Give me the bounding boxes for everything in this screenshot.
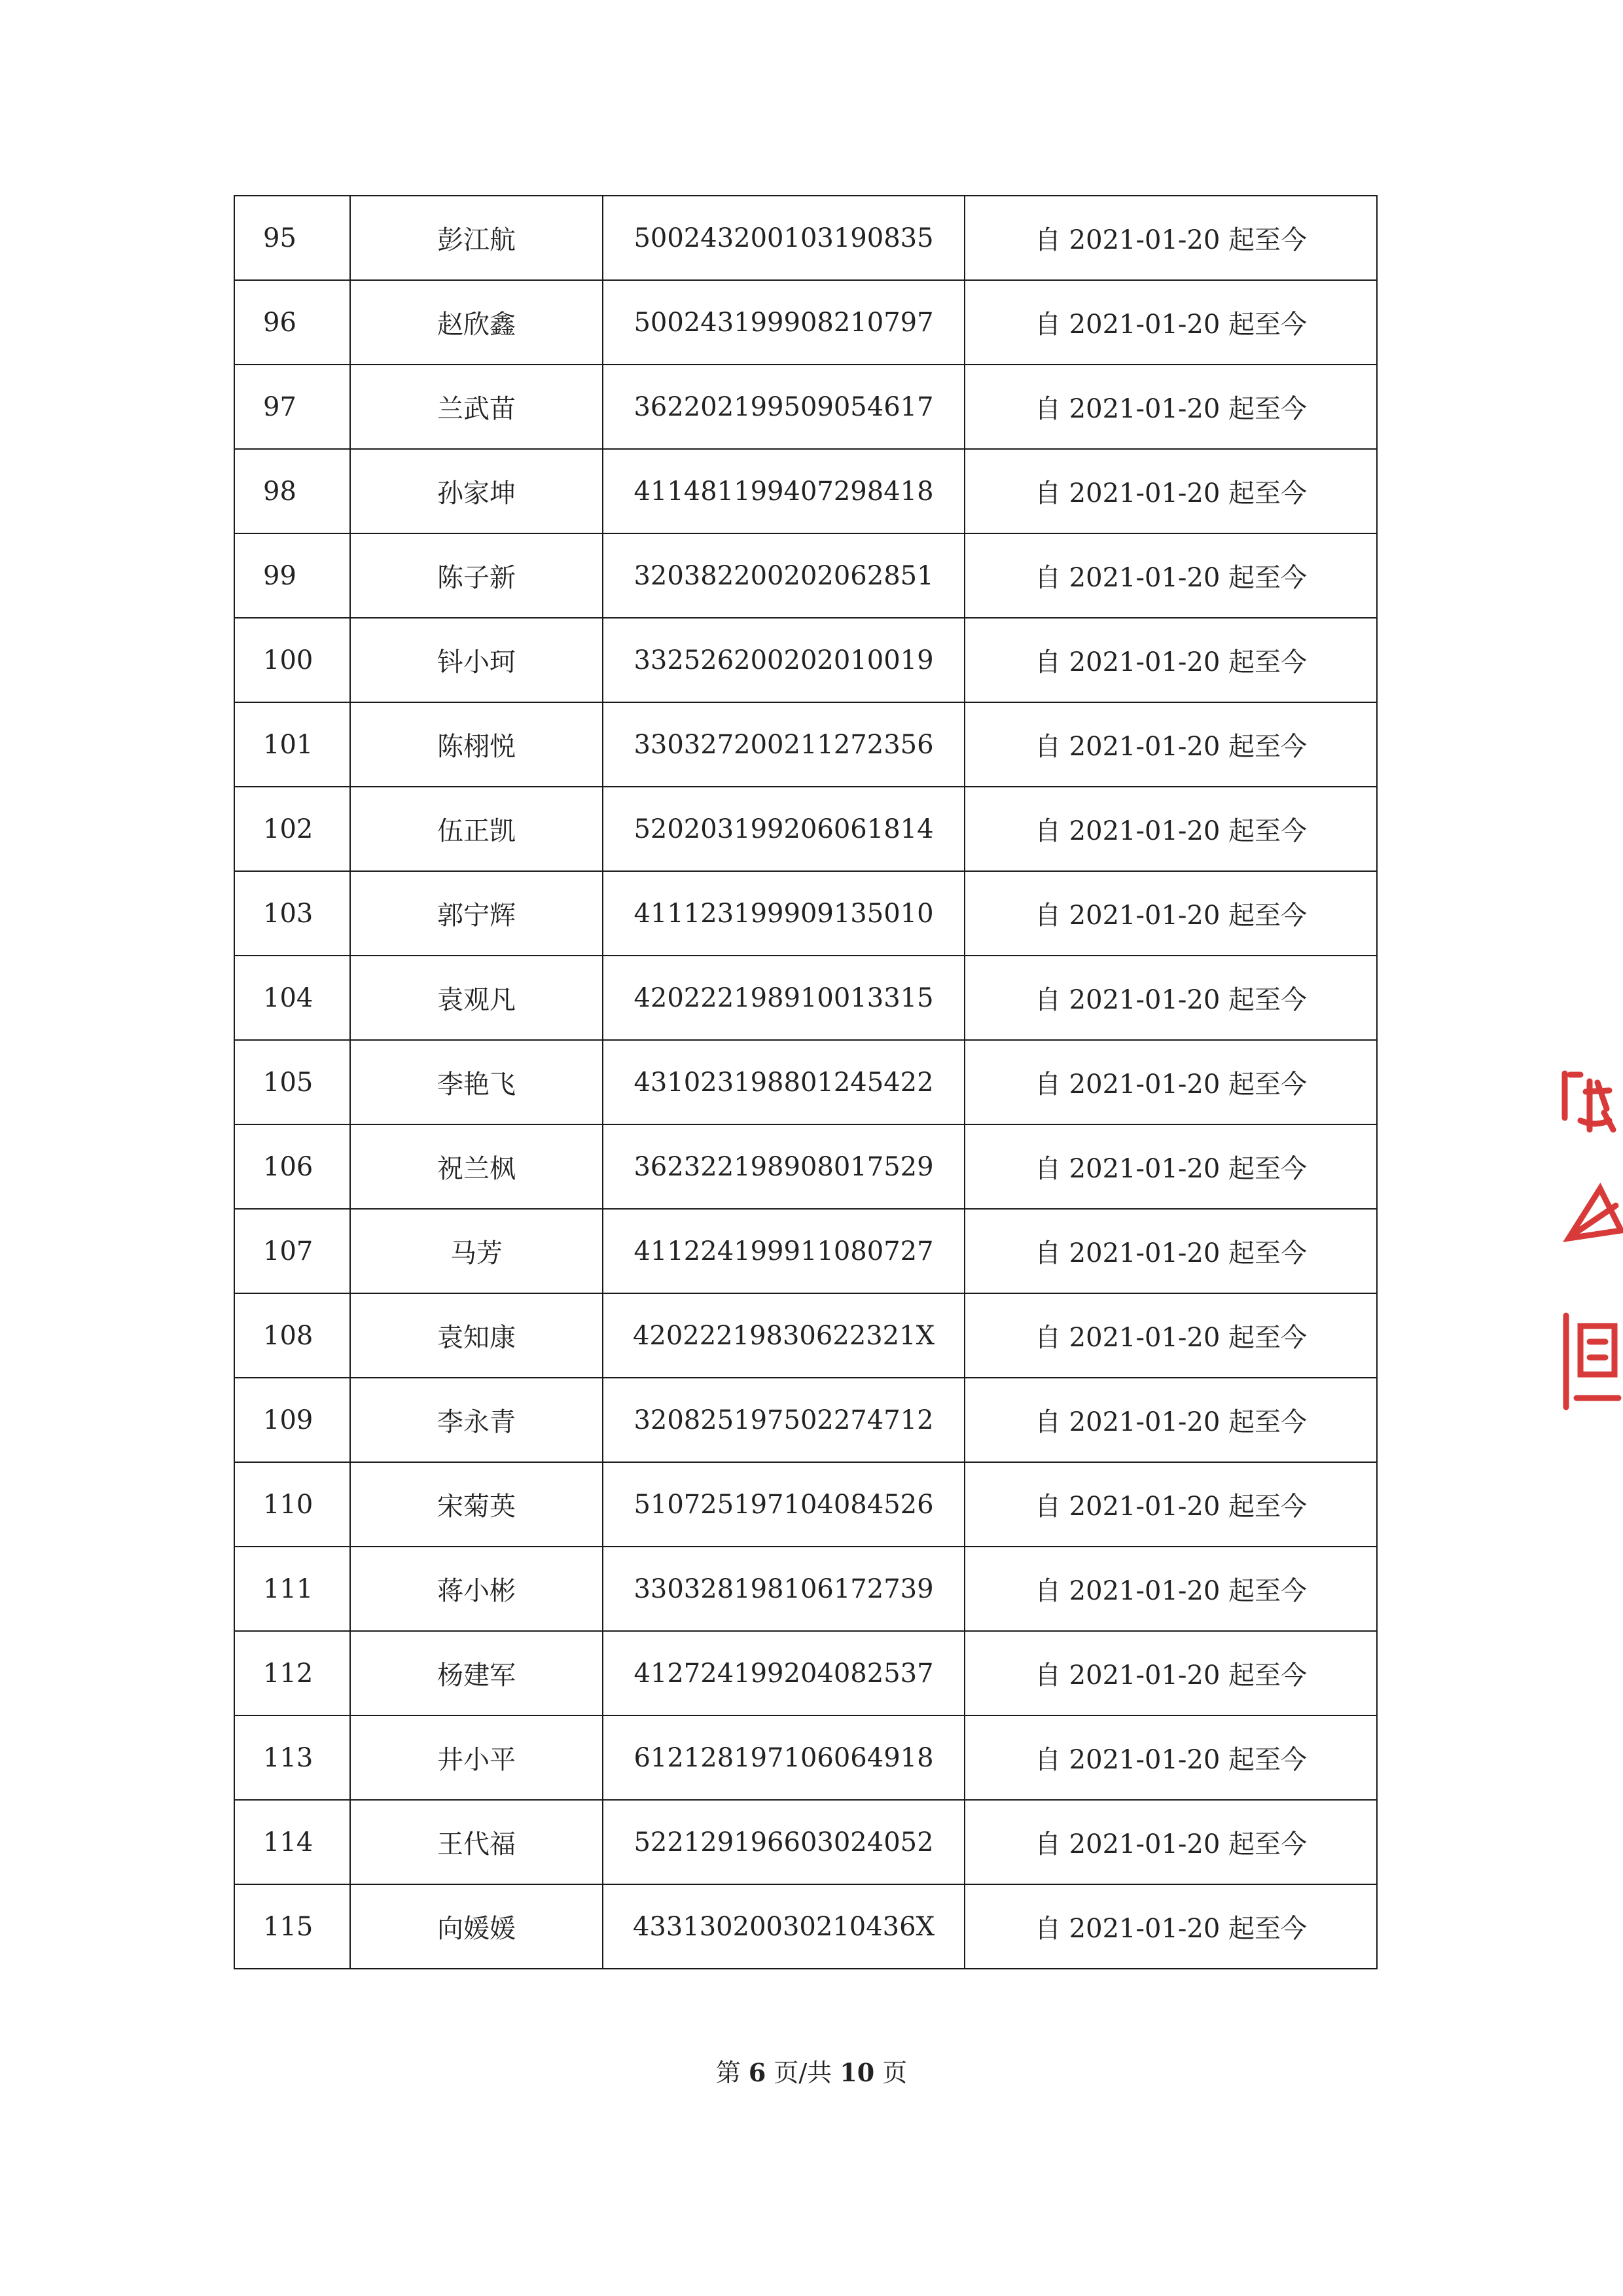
row-number: 98 [234,449,350,533]
id-number: 330328198106172739 [603,1547,965,1631]
enrollment-period: 自 2021-01-20 起至今 [965,787,1377,871]
id-number: 500243200103190835 [603,196,965,280]
enrollment-period: 自 2021-01-20 起至今 [965,1293,1377,1378]
table-row [234,1884,1377,1969]
table-row [234,1378,1377,1462]
person-name: 李永青 [350,1378,603,1462]
row-number: 108 [234,1293,350,1378]
row-number: 95 [234,196,350,280]
table-row [234,1631,1377,1715]
person-name: 王代福 [350,1800,603,1884]
enrollment-period: 自 2021-01-20 起至今 [965,1800,1377,1884]
enrollment-period: 自 2021-01-20 起至今 [965,196,1377,280]
table-row [234,956,1377,1040]
enrollment-period: 自 2021-01-20 起至今 [965,871,1377,956]
roster-table [234,195,1378,1969]
red-seal-fragment [1561,1067,1623,1420]
id-number: 43313020030210436X [603,1884,965,1969]
person-name: 祝兰枫 [350,1124,603,1209]
id-number: 330327200211272356 [603,702,965,787]
table-row [234,280,1377,365]
person-name: 钭小珂 [350,618,603,702]
row-number: 114 [234,1800,350,1884]
id-number: 320382200202062851 [603,533,965,618]
enrollment-period: 自 2021-01-20 起至今 [965,1884,1377,1969]
person-name: 宋菊英 [350,1462,603,1547]
footer-prefix: 第 [715,2058,741,2087]
row-number: 97 [234,365,350,449]
current-page-number: 6 [748,2058,766,2087]
row-number: 109 [234,1378,350,1462]
id-number: 500243199908210797 [603,280,965,365]
id-number: 420222198910013315 [603,956,965,1040]
row-number: 104 [234,956,350,1040]
id-number: 510725197104084526 [603,1462,965,1547]
table-row [234,1293,1377,1378]
enrollment-period: 自 2021-01-20 起至今 [965,1547,1377,1631]
id-number: 412724199204082537 [603,1631,965,1715]
footer-suffix: 页 [882,2058,908,2087]
person-name: 袁知康 [350,1293,603,1378]
enrollment-period: 自 2021-01-20 起至今 [965,956,1377,1040]
person-name: 伍正凯 [350,787,603,871]
enrollment-period: 自 2021-01-20 起至今 [965,1462,1377,1547]
id-number: 431023198801245422 [603,1040,965,1124]
enrollment-period: 自 2021-01-20 起至今 [965,702,1377,787]
table-row [234,533,1377,618]
enrollment-period: 自 2021-01-20 起至今 [965,1209,1377,1293]
row-number: 103 [234,871,350,956]
person-name: 兰武苗 [350,365,603,449]
row-number: 110 [234,1462,350,1547]
table-row [234,1462,1377,1547]
row-number: 106 [234,1124,350,1209]
enrollment-period: 自 2021-01-20 起至今 [965,1631,1377,1715]
table-row [234,871,1377,956]
id-number: 520203199206061814 [603,787,965,871]
row-number: 107 [234,1209,350,1293]
row-number: 115 [234,1884,350,1969]
enrollment-period: 自 2021-01-20 起至今 [965,1040,1377,1124]
table-row [234,1040,1377,1124]
row-number: 112 [234,1631,350,1715]
id-number: 522129196603024052 [603,1800,965,1884]
person-name: 杨建军 [350,1631,603,1715]
id-number: 411481199407298418 [603,449,965,533]
table-row [234,618,1377,702]
enrollment-period: 自 2021-01-20 起至今 [965,365,1377,449]
enrollment-period: 自 2021-01-20 起至今 [965,533,1377,618]
id-number: 612128197106064918 [603,1715,965,1800]
roster-body [234,196,1377,1969]
enrollment-period: 自 2021-01-20 起至今 [965,449,1377,533]
table-row [234,1800,1377,1884]
person-name: 李艳飞 [350,1040,603,1124]
table-row [234,702,1377,787]
person-name: 陈子新 [350,533,603,618]
enrollment-period: 自 2021-01-20 起至今 [965,1124,1377,1209]
table-row [234,1209,1377,1293]
table-row [234,787,1377,871]
table-row [234,1715,1377,1800]
enrollment-period: 自 2021-01-20 起至今 [965,280,1377,365]
row-number: 105 [234,1040,350,1124]
person-name: 陈栩悦 [350,702,603,787]
row-number: 101 [234,702,350,787]
enrollment-period: 自 2021-01-20 起至今 [965,1715,1377,1800]
id-number: 332526200202010019 [603,618,965,702]
id-number: 411224199911080727 [603,1209,965,1293]
id-number: 42022219830622321X [603,1293,965,1378]
table-row [234,365,1377,449]
person-name: 孙家坤 [350,449,603,533]
person-name: 彭江航 [350,196,603,280]
seal-strokes [1565,1073,1621,1407]
enrollment-period: 自 2021-01-20 起至今 [965,1378,1377,1462]
person-name: 蒋小彬 [350,1547,603,1631]
footer-middle: 页/共 [774,2058,832,2087]
id-number: 411123199909135010 [603,871,965,956]
person-name: 郭宁辉 [350,871,603,956]
id-number: 320825197502274712 [603,1378,965,1462]
person-name: 向媛媛 [350,1884,603,1969]
page-footer [0,2053,1623,2089]
person-name: 马芳 [350,1209,603,1293]
person-name: 袁观凡 [350,956,603,1040]
id-number: 362202199509054617 [603,365,965,449]
row-number: 111 [234,1547,350,1631]
person-name: 井小平 [350,1715,603,1800]
total-page-count: 10 [840,2058,875,2087]
id-number: 362322198908017529 [603,1124,965,1209]
table-row [234,1547,1377,1631]
table-row [234,449,1377,533]
person-name: 赵欣鑫 [350,280,603,365]
row-number: 100 [234,618,350,702]
table-row [234,1124,1377,1209]
row-number: 96 [234,280,350,365]
table-row [234,196,1377,280]
row-number: 113 [234,1715,350,1800]
enrollment-period: 自 2021-01-20 起至今 [965,618,1377,702]
row-number: 102 [234,787,350,871]
row-number: 99 [234,533,350,618]
